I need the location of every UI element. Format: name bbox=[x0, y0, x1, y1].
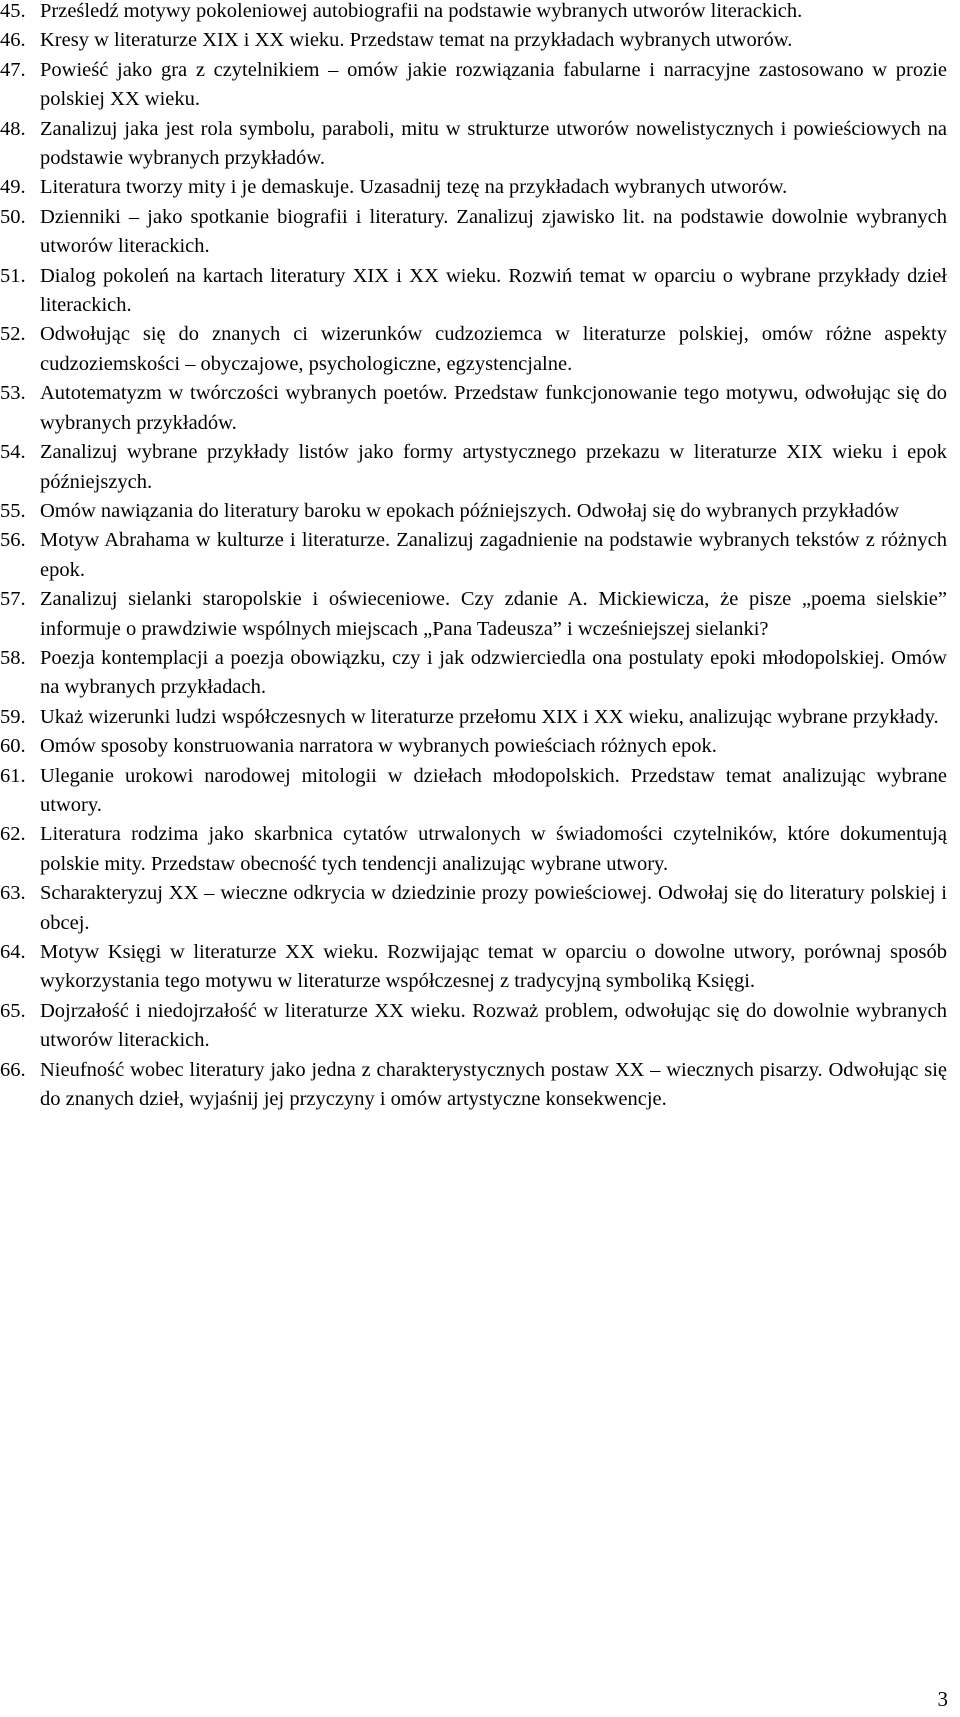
page-number: 3 bbox=[937, 1687, 948, 1711]
topic-text: Dialog pokoleń na kartach literatury XIX i XX wieku. Rozwiń temat w oparciu o wybrane przykłady dzieł literackich. bbox=[40, 264, 947, 317]
topic-number: 45. bbox=[0, 0, 26, 22]
topic-number: 47. bbox=[0, 58, 26, 81]
topic-text: Zanalizuj sielanki staropolskie i oświeceniowe. Czy zdanie A. Mickiewicza, że pisze „poema sielskie” informuje o prawdziwie wspólnych miejscach „Pana Tadeusza” i wcześniejszej sielanki? bbox=[40, 588, 947, 640]
topic-number: 52. bbox=[0, 323, 26, 346]
topic-text: Motyw Abrahama w kulturze i literaturze. Zanalizuj zagadnienie na podstawie wybranych tekstów z różnych epok. bbox=[40, 529, 947, 581]
topic-item bbox=[0, 820, 947, 879]
topic-text: Dojrzałość i niedojrzałość w literaturze XX wieku. Rozważ problem, odwołując się do dowolnie wybranych utworów literackich. bbox=[40, 999, 947, 1052]
topic-number: 46. bbox=[0, 29, 26, 52]
topic-item bbox=[0, 320, 947, 379]
topic-number: 59. bbox=[0, 705, 26, 728]
topic-number: 55. bbox=[0, 499, 26, 522]
topic-number: 58. bbox=[0, 646, 26, 669]
topic-number: 64. bbox=[0, 941, 26, 963]
topic-item bbox=[0, 644, 947, 703]
topic-text: Kresy w literaturze XIX i XX wieku. Przedstaw temat na przykładach wybranych utworów. bbox=[40, 29, 793, 52]
topic-number: 54. bbox=[0, 441, 26, 464]
topic-item bbox=[0, 585, 947, 644]
topic-item bbox=[0, 1056, 947, 1115]
topic-item bbox=[0, 26, 947, 55]
topic-item bbox=[0, 732, 947, 761]
topic-text: Motyw Księgi w literaturze XX wieku. Rozwijając temat w oparciu o dowolne utwory, porównaj sposób wykorzystania tego motywu w literaturze współczesnej z tradycyjną symboliką Księgi. bbox=[40, 941, 947, 993]
topic-item bbox=[0, 879, 947, 938]
topic-number: 53. bbox=[0, 382, 26, 405]
topic-text: Powieść jako gra z czytelnikiem – omów jakie rozwiązania fabularne i narracyjne zastosowano w prozie polskiej XX wieku. bbox=[40, 58, 947, 111]
topic-item bbox=[0, 0, 947, 26]
topic-number: 62. bbox=[0, 823, 26, 846]
topic-item bbox=[0, 762, 947, 821]
topic-number: 61. bbox=[0, 764, 26, 787]
topic-item bbox=[0, 497, 947, 526]
topic-text: Nieufność wobec literatury jako jedna z charakterystycznych postaw XX – wiecznych pisarzy. Odwołując się do znanych dzieł, wyjaśnij jej przyczyny i omów artystyczne konsekwencje. bbox=[40, 1058, 947, 1111]
topic-item bbox=[0, 938, 947, 997]
topic-number: 63. bbox=[0, 882, 26, 905]
topic-item bbox=[0, 56, 947, 115]
topic-number: 66. bbox=[0, 1058, 26, 1081]
topic-number: 51. bbox=[0, 264, 26, 287]
topic-text: Scharakteryzuj XX – wieczne odkrycia w dziedzinie prozy powieściowej. Odwołaj się do literatury polskiej i obcej. bbox=[40, 882, 947, 934]
topic-text: Uleganie urokowi narodowej mitologii w dziełach młodopolskich. Przedstaw temat analizując wybrane utwory. bbox=[40, 764, 947, 816]
topic-item bbox=[0, 173, 947, 202]
topic-text: Literatura tworzy mity i je demaskuje. Uzasadnij tezę na przykładach wybranych utworów. bbox=[40, 176, 788, 199]
topic-text: Ukaż wizerunki ludzi współczesnych w literaturze przełomu XIX i XX wieku, analizując wybrane przykłady. bbox=[40, 705, 939, 728]
topic-text: Poezja kontemplacji a poezja obowiązku, czy i jak odzwierciedla ona postulaty epoki młodopolskiej. Omów na wybranych przykładach. bbox=[40, 646, 947, 699]
topic-text: Omów sposoby konstruowania narratora w wybranych powieściach różnych epok. bbox=[40, 735, 717, 758]
topic-item bbox=[0, 997, 947, 1056]
topic-text: Zanalizuj wybrane przykłady listów jako formy artystycznego przekazu w literaturze XIX wieku i epok późniejszych. bbox=[40, 441, 947, 493]
topic-item bbox=[0, 379, 947, 438]
topic-number: 65. bbox=[0, 999, 26, 1022]
topic-number: 60. bbox=[0, 735, 26, 758]
topic-text: Literatura rodzima jako skarbnica cytatów utrwalonych w świadomości czytelników, które dokumentują polskie mity. Przedstaw obecność tych tendencji analizując wybrane utwory. bbox=[40, 823, 947, 875]
topic-item bbox=[0, 438, 947, 497]
topic-item bbox=[0, 115, 947, 174]
topic-number: 56. bbox=[0, 529, 26, 552]
topic-text: Prześledź motywy pokoleniowej autobiografii na podstawie wybranych utworów literackich. bbox=[40, 0, 803, 22]
topic-number: 48. bbox=[0, 117, 26, 140]
topic-text: Omów nawiązania do literatury baroku w epokach późniejszych. Odwołaj się do wybranych przykładów bbox=[40, 499, 900, 522]
topic-text: Zanalizuj jaka jest rola symbolu, paraboli, mitu w strukturze utworów nowelistycznych i powieściowych na podstawie wybranych przykładów. bbox=[40, 117, 947, 170]
topic-number: 57. bbox=[0, 588, 26, 611]
topic-text: Autotematyzm w twórczości wybranych poetów. Przedstaw funkcjonowanie tego motywu, odwołując się do wybranych przykładów. bbox=[40, 382, 947, 434]
topic-text: Dzienniki – jako spotkanie biografii i literatury. Zanalizuj zjawisko lit. na podstawie dowolnie wybranych utworów literackich. bbox=[40, 205, 947, 258]
topic-item bbox=[0, 262, 947, 321]
topic-number: 50. bbox=[0, 205, 26, 228]
topic-item bbox=[0, 703, 947, 732]
topic-item bbox=[0, 203, 947, 262]
topic-number: 49. bbox=[0, 176, 26, 199]
topic-item bbox=[0, 526, 947, 585]
topic-text: Odwołując się do znanych ci wizerunków cudzoziemca w literaturze polskiej, omów różne aspekty cudzoziemskości – obyczajowe, psychologiczne, egzystencjalne. bbox=[40, 323, 947, 375]
